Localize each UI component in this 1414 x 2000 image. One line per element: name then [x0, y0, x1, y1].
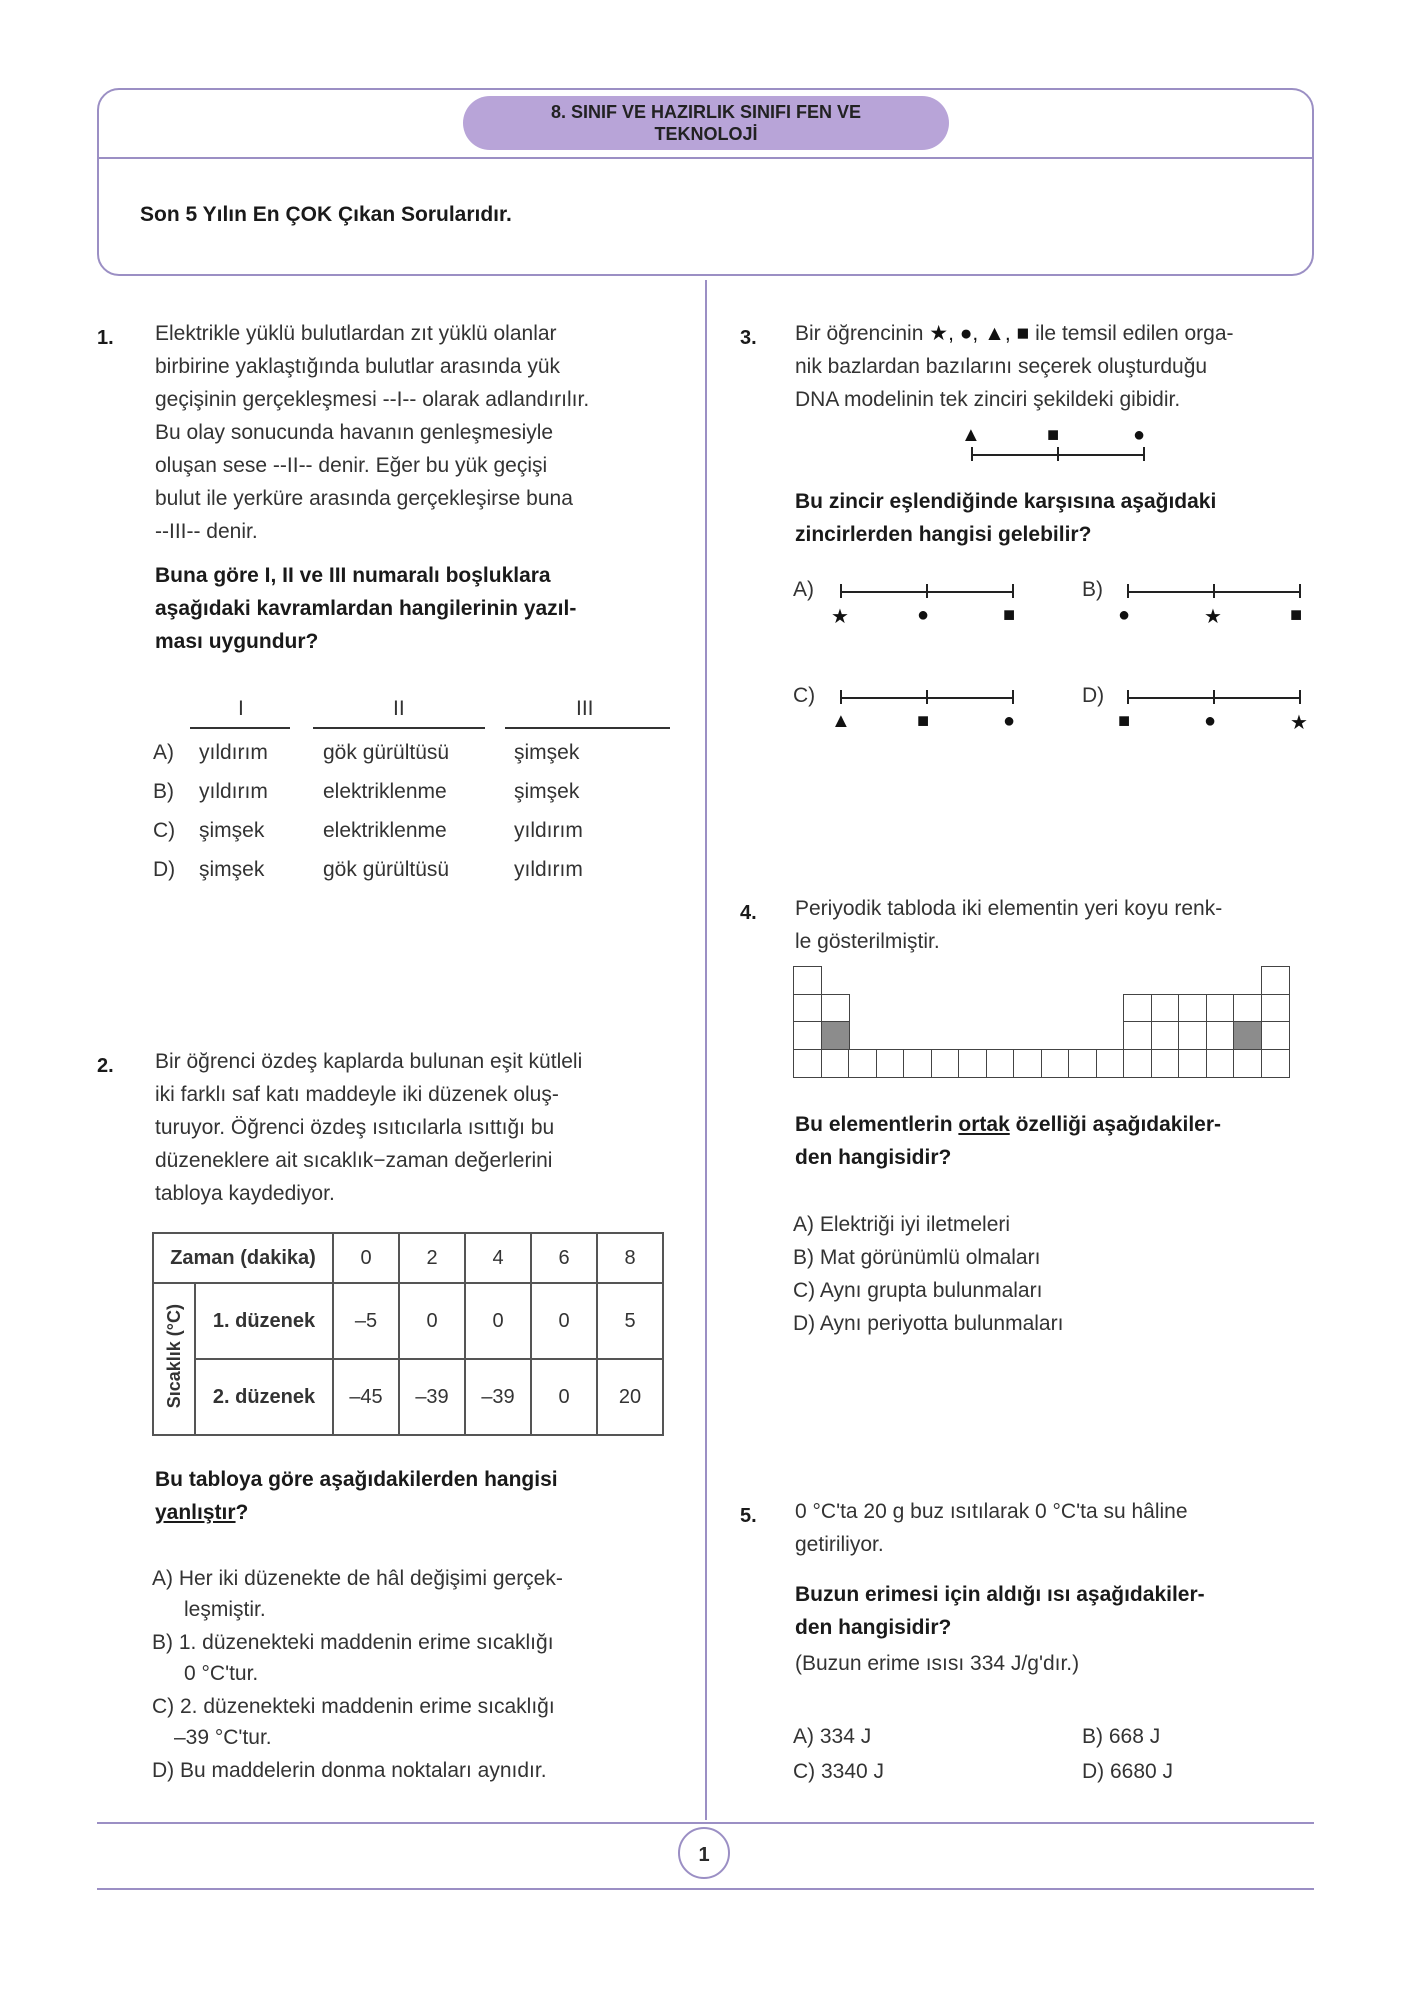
- square-icon: ■: [1003, 604, 1016, 626]
- q3-number: 3.: [740, 327, 757, 349]
- q2-option-b[interactable]: [152, 1627, 563, 1689]
- title-line-2: TEKNOLOJİ: [654, 124, 758, 144]
- q2-text-line: Bir öğrenci özdeş kaplarda bulunan eşit kütleli: [155, 1050, 583, 1073]
- temperature-table: [152, 1232, 664, 1436]
- time-cell: 8: [597, 1233, 663, 1283]
- chain-tick: [971, 447, 973, 461]
- q5-question: [795, 1578, 1205, 1644]
- q3-question-line: zincirlerden hangisi gelebilir?: [795, 523, 1092, 546]
- time-label: Zaman (dakika): [153, 1233, 333, 1283]
- chain-tick: [1213, 584, 1215, 598]
- element-cell: [1206, 1021, 1235, 1050]
- chain-tick: [840, 584, 842, 598]
- value-cell: –39: [399, 1359, 465, 1435]
- q3-text-line: nik bazlardan bazılarını seçerek oluşturduğu: [795, 355, 1208, 378]
- element-cell: [793, 1021, 822, 1050]
- element-cell: [1261, 966, 1290, 995]
- footer-line-bottom: [97, 1888, 1314, 1890]
- element-cell: [958, 1049, 987, 1078]
- time-cell: 4: [465, 1233, 531, 1283]
- q2-text-line: tabloya kaydediyor.: [155, 1182, 335, 1205]
- q4-q-underlined: ortak: [958, 1113, 1010, 1136]
- value-cell: 0: [399, 1283, 465, 1359]
- chain-tick: [926, 690, 928, 704]
- option-line: B) 1. düzenekteki maddenin erime sıcaklığı: [152, 1631, 554, 1654]
- page-number: 1: [678, 1827, 730, 1879]
- square-icon: ■: [1047, 424, 1060, 446]
- q5-option-d[interactable]: D) 6680 J: [1082, 1760, 1174, 1783]
- q1-text-line: oluşan sese --II-- denir. Eğer bu yük geçişi: [155, 454, 548, 477]
- chain-tick: [1057, 447, 1059, 461]
- q5-text-line: 0 °C'ta 20 g buz ısıtılarak 0 °C'ta su hâline: [795, 1500, 1188, 1523]
- q3-text-line: [795, 317, 1234, 350]
- q3-text: [795, 317, 1234, 416]
- q2-number: 2.: [97, 1055, 114, 1077]
- q5-text: [795, 1495, 1188, 1561]
- option-line: 0 °C'tur.: [184, 1662, 259, 1685]
- q1-text-line: Elektrikle yüklü bulutlardan zıt yüklü olanlar: [155, 322, 557, 345]
- chain-tick: [1127, 584, 1129, 598]
- q2-question-end: ?: [235, 1501, 249, 1524]
- q2-option-c[interactable]: [152, 1691, 563, 1753]
- q4-q-a: Bu elementlerin: [795, 1113, 953, 1136]
- value-cell: –5: [333, 1283, 399, 1359]
- option-letter: C): [153, 819, 176, 842]
- q5-note: (Buzun erime ısısı 334 J/g'dır.): [795, 1652, 1080, 1675]
- element-cell: [793, 994, 822, 1023]
- title-line-1: 8. SINIF VE HAZIRLIK SINIFI FEN VE: [550, 102, 862, 122]
- square-icon: ■: [1290, 604, 1303, 626]
- element-cell: [1068, 1049, 1097, 1078]
- q1-text-line: birbirine yaklaştığında bulutlar arasında yük: [155, 355, 561, 378]
- option-cell: yıldırım: [514, 858, 583, 881]
- chain-tick: [1012, 584, 1014, 598]
- q4-option-b[interactable]: B) Mat görünümlü olmaları: [793, 1246, 1041, 1269]
- q1-text: [155, 317, 589, 548]
- element-cell: [1233, 1049, 1262, 1078]
- star-icon: ★: [1290, 712, 1308, 734]
- q1-text-line: Bu olay sonucunda havanın genleşmesiyle: [155, 421, 554, 444]
- star-icon: ★: [1204, 606, 1222, 628]
- element-cell: [821, 1049, 850, 1078]
- element-cell: [903, 1049, 932, 1078]
- chain-tick: [1213, 690, 1215, 704]
- option-letter: A): [153, 741, 174, 764]
- option-line: A) Her iki düzenekte de hâl değişimi gerçek-: [152, 1567, 563, 1590]
- option-letter: B): [1082, 578, 1103, 601]
- q5-option-a[interactable]: A) 334 J: [793, 1725, 872, 1748]
- element-cell: [1261, 1021, 1290, 1050]
- element-cell: [1178, 1021, 1207, 1050]
- q4-text-line: le gösterilmiştir.: [795, 930, 940, 953]
- element-cell: [1041, 1049, 1070, 1078]
- q4-text: [795, 892, 1222, 958]
- option-cell: yıldırım: [199, 741, 268, 764]
- q2-option-a[interactable]: [152, 1563, 563, 1625]
- star-icon: ★: [831, 606, 849, 628]
- q3-question-line: Bu zincir eşlendiğinde karşısına aşağıdaki: [795, 490, 1217, 513]
- option-cell: yıldırım: [199, 780, 268, 803]
- chain-tick: [1127, 690, 1129, 704]
- element-cell: [931, 1049, 960, 1078]
- q4-question-line: [795, 1108, 1221, 1141]
- element-cell: [1123, 1021, 1152, 1050]
- q1-text-line: --III-- denir.: [155, 520, 258, 543]
- q5-question-line: Buzun erimesi için aldığı ısı aşağıdakiler-: [795, 1583, 1205, 1606]
- q4-option-a[interactable]: A) Elektriği iyi iletmeleri: [793, 1213, 1011, 1236]
- value-cell: 5: [597, 1283, 663, 1359]
- element-cell: [1151, 1021, 1180, 1050]
- highlighted-element-cell: [1233, 1021, 1262, 1050]
- q2-text: [155, 1045, 582, 1210]
- option-letter: B): [153, 780, 174, 803]
- chain-tick: [1012, 690, 1014, 704]
- value-cell: 20: [597, 1359, 663, 1435]
- q5-number: 5.: [740, 1505, 757, 1527]
- circle-icon: ●: [1118, 604, 1131, 626]
- q4-text-line: Periyodik tabloda iki elementin yeri koyu renk-: [795, 897, 1223, 920]
- square-icon: ■: [917, 710, 930, 732]
- q2-question-line: [155, 1496, 558, 1529]
- row-label: 1. düzenek: [195, 1283, 333, 1359]
- option-cell: elektriklenme: [323, 780, 447, 803]
- option-cell: yıldırım: [514, 819, 583, 842]
- element-cell: [1206, 994, 1235, 1023]
- q1-question-line: aşağıdaki kavramlardan hangilerinin yazıl-: [155, 597, 577, 620]
- q3-question: [795, 485, 1216, 551]
- q2-option-d[interactable]: [152, 1755, 563, 1786]
- circle-icon: ●: [1003, 710, 1016, 732]
- chain-tick: [1299, 584, 1301, 598]
- element-cell: [1178, 1049, 1207, 1078]
- element-cell: [1151, 1049, 1180, 1078]
- option-cell: şimşek: [514, 780, 580, 803]
- square-icon: ■: [1118, 710, 1131, 732]
- option-line: D) Bu maddelerin donma noktaları aynıdır.: [152, 1759, 547, 1782]
- q4-options: [793, 1208, 1063, 1340]
- column-divider: [705, 280, 707, 1820]
- option-letter: A): [793, 578, 814, 601]
- q2-question-underlined: yanlıştır: [155, 1501, 236, 1524]
- q1-header-ii: II: [393, 697, 405, 720]
- q1-header-i: I: [238, 697, 244, 720]
- element-cell: [1013, 1049, 1042, 1078]
- chain-tick: [926, 584, 928, 598]
- element-cell: [1178, 994, 1207, 1023]
- row-label: 2. düzenek: [195, 1359, 333, 1435]
- option-line: –39 °C'tur.: [174, 1726, 272, 1749]
- q3-text-a: Bir öğrencinin: [795, 322, 924, 345]
- q4-question-line: den hangisidir?: [795, 1146, 952, 1169]
- element-cell: [1233, 994, 1262, 1023]
- option-cell: gök gürültüsü: [323, 858, 450, 881]
- element-cell: [793, 1049, 822, 1078]
- footer-line-top: [97, 1822, 1314, 1824]
- q3-text-b: ile temsil edilen orga-: [1035, 322, 1234, 345]
- q1-header-iii: III: [576, 697, 594, 720]
- header-divider: [97, 157, 1314, 159]
- circle-icon: ●: [1204, 710, 1217, 732]
- time-cell: 2: [399, 1233, 465, 1283]
- element-cell: [793, 966, 822, 995]
- element-cell: [1151, 994, 1180, 1023]
- highlighted-element-cell: [821, 1021, 850, 1050]
- element-cell: [1123, 1049, 1152, 1078]
- element-cell: [1261, 1049, 1290, 1078]
- q4-option-c[interactable]: C) Aynı grupta bulunmaları: [793, 1279, 1043, 1302]
- chain-tick: [1299, 690, 1301, 704]
- q3-symbols-inline: ★, ●, ▲, ■: [929, 322, 1030, 345]
- q5-option-c[interactable]: C) 3340 J: [793, 1760, 885, 1783]
- q2-text-line: iki farklı saf katı maddeyle iki düzenek oluş-: [155, 1083, 559, 1106]
- value-cell: –39: [465, 1359, 531, 1435]
- triangle-icon: ▲: [961, 424, 981, 446]
- element-cell: [1261, 994, 1290, 1023]
- circle-icon: ●: [1133, 424, 1146, 446]
- value-cell: 0: [465, 1283, 531, 1359]
- element-cell: [876, 1049, 905, 1078]
- option-line: leşmiştir.: [184, 1598, 266, 1621]
- circle-icon: ●: [917, 604, 930, 626]
- q2-options: [152, 1563, 563, 1786]
- time-cell: 0: [333, 1233, 399, 1283]
- q1-question-line: Buna göre I, II ve III numaralı boşluklara: [155, 564, 551, 587]
- temp-label-cell: [153, 1283, 195, 1435]
- option-letter: C): [793, 684, 816, 707]
- q1-text-line: bulut ile yerküre arasında gerçekleşirse buna: [155, 487, 573, 510]
- element-cell: [848, 1049, 877, 1078]
- q4-q-b: özelliği aşağıdakiler-: [1015, 1113, 1221, 1136]
- element-cell: [986, 1049, 1015, 1078]
- q1-header-rule: [505, 727, 670, 729]
- option-cell: şimşek: [199, 819, 265, 842]
- page-title: [463, 96, 949, 150]
- option-line: C) 2. düzenekteki maddenin erime sıcaklığı: [152, 1695, 555, 1718]
- element-cell: [1123, 994, 1152, 1023]
- triangle-icon: ▲: [831, 710, 851, 732]
- q4-number: 4.: [740, 902, 757, 924]
- option-letter: D): [1082, 684, 1105, 707]
- q1-number: 1.: [97, 327, 114, 349]
- q2-question-line: Bu tabloya göre aşağıdakilerden hangisi: [155, 1468, 558, 1491]
- q1-text-line: geçişinin gerçekleşmesi --I-- olarak adlandırılır.: [155, 388, 590, 411]
- value-cell: –45: [333, 1359, 399, 1435]
- option-cell: gök gürültüsü: [323, 741, 450, 764]
- time-cell: 6: [531, 1233, 597, 1283]
- q5-text-line: getiriliyor.: [795, 1533, 884, 1556]
- chain-tick: [840, 690, 842, 704]
- value-cell: 0: [531, 1359, 597, 1435]
- q1-header-rule: [313, 727, 485, 729]
- element-cell: [821, 994, 850, 1023]
- option-cell: elektriklenme: [323, 819, 447, 842]
- q4-question: [795, 1108, 1221, 1174]
- chain-tick: [1143, 447, 1145, 461]
- option-cell: şimşek: [514, 741, 580, 764]
- q1-question: [155, 559, 576, 658]
- value-cell: 0: [531, 1283, 597, 1359]
- q2-question: [155, 1463, 558, 1529]
- temp-label: Sıcaklık (°C): [163, 1303, 184, 1409]
- element-cell: [1096, 1049, 1125, 1078]
- element-cell: [1206, 1049, 1235, 1078]
- q5-question-line: den hangisidir?: [795, 1616, 952, 1639]
- q1-header-rule: [190, 727, 290, 729]
- option-cell: şimşek: [199, 858, 265, 881]
- q1-question-line: ması uygundur?: [155, 630, 319, 653]
- q2-text-line: turuyor. Öğrenci özdeş ısıtıcılarla ısıttığı bu: [155, 1116, 555, 1139]
- q4-option-d[interactable]: D) Aynı periyotta bulunmaları: [793, 1312, 1064, 1335]
- q3-text-line: DNA modelinin tek zinciri şekildeki gibidir.: [795, 388, 1181, 411]
- option-letter: D): [153, 858, 176, 881]
- q5-option-b[interactable]: B) 668 J: [1082, 1725, 1161, 1748]
- subtitle: Son 5 Yılın En ÇOK Çıkan Sorularıdır.: [140, 203, 512, 226]
- q2-text-line: düzeneklere ait sıcaklık−zaman değerlerini: [155, 1149, 553, 1172]
